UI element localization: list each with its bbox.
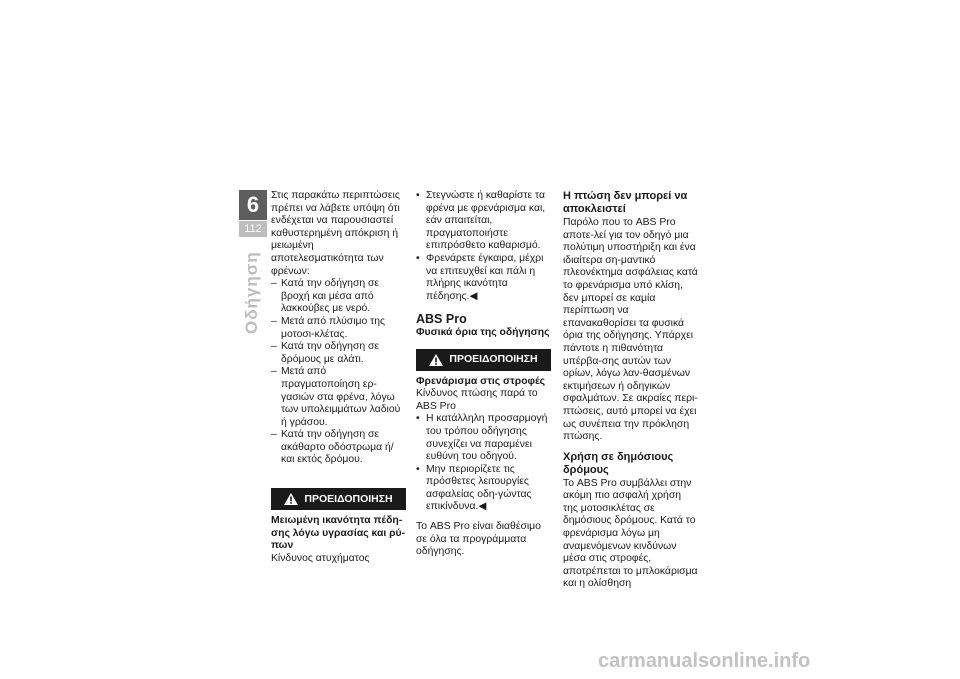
- dash-item: – Μετά από πλύσιμο της μοτοσι-κλέτας.: [271, 316, 406, 341]
- page-number: 112: [239, 221, 267, 237]
- warning-triangle-icon: [429, 354, 443, 366]
- side-chapter-title: Οδήγηση: [242, 251, 261, 334]
- subsection-title: Φυσικά όρια της οδήγησης: [416, 326, 550, 338]
- bullet-item: • Μην περιορίζετε τις πρόσθετες λειτουργίες ασφαλείας οδη-γώντας επικίνδυνα.◀: [416, 464, 551, 514]
- column-2: [416, 190, 551, 559]
- warning-text: Κίνδυνος πτώσης παρά το ABS Pro: [416, 388, 538, 412]
- dash-item: – Κατά την οδήγηση σε ακάθαρτο οδόστρωμα ή/και εκτός δρόμου.: [271, 429, 406, 467]
- bullet-item: • Η κατάλληλη προσαρμογή του τρόπου οδήγησης συνεχίζει να παραμένει ευθύνη του οδηγού.: [416, 413, 551, 463]
- watermark: carmanualsonline.info: [598, 650, 811, 672]
- warning-title: Μειωμένη ικανότητα πέδη-σης λόγω υγρασίας και ρύ-πων: [271, 515, 406, 552]
- intro-paragraph: Στις παρακάτω περιπτώσεις πρέπει να λάβετε υπόψη ότι ενδέχεται να παρουσιαστεί καθυστερημένη απόκριση ή μειωμένη αποτελεσματικότητα των φρένων:: [271, 190, 400, 277]
- dash-item: – Κατά την οδήγηση σε βροχή και μέσα από λακκούβες με νερό.: [271, 278, 406, 316]
- column-1: [271, 190, 406, 565]
- warning-title: Φρενάρισμα στις στροφές: [416, 375, 546, 387]
- chapter-number: 6: [239, 190, 267, 220]
- warning-label: ΠΡΟΕΙΔΟΠΟΙΗΣΗ: [304, 492, 393, 505]
- dash-item: – Μετά από πραγματοποίηση ερ-γασιών στα φρένα, λόγω των υπολειμμάτων λαδιού ή γράσου.: [271, 366, 406, 429]
- section-title: ABS Pro: [416, 312, 467, 327]
- paragraph-public-roads: Το ABS Pro συμβάλλει στην ακόμη πιο ασφαλή χρήση της μοτοσικλέτας σε δημόσιους δρόμους. Κατά το φρενάρισμα λόγω μη αναμενόμενων κινδύνων μέσα στις στροφές, αποτρέπεται το μπλοκάρισμα και η ολίσθηση: [563, 477, 698, 590]
- warning-label: ΠΡΟΕΙΔΟΠΟΙΗΣΗ: [449, 353, 538, 366]
- dash-item: – Κατά την οδήγηση σε δρόμους με αλάτι.: [271, 341, 406, 366]
- heading-fall: Η πτώση δεν μπορεί να αποκλειστεί: [563, 190, 688, 215]
- column-3: [563, 190, 698, 591]
- heading-public-roads: Χρήση σε δημόσιους δρόμους: [563, 450, 674, 476]
- bullet-item: • Φρενάρετε έγκαιρα, μέχρι να επιτευχθεί και πάλι η πλήρης ικανότητα πέδησης.◀: [416, 253, 551, 303]
- bullet-item: • Στεγνώστε ή καθαρίστε τα φρένα με φρενάρισμα και, εάν απαιτείται, πραγματοποιήστε επιπρόσθετο καθαρισμό.: [416, 190, 551, 253]
- warning-triangle-icon: [284, 493, 298, 505]
- paragraph-fall: Παρόλο που το ABS Pro αποτε-λεί για τον οδηγό μια πολύτιμη υποστήριξη και ένα ιδιαίτερα ση-μαντικό πλεονέκτημα ασφάλειας κατά το φρενάρισμα υπό κλίση, δεν μπορεί σε καμία περίπτωση να επανακαθορίσει τα φυσικά όρια της οδήγησης. Υπάρχει πάντοτε η πιθανότητα υπέρβα-σης αυτών των ορίων, λόγω λαν-θασμένων εκτιμήσεων ή οδηγικών σφαλμάτων. Σε ακραίες περι-πτώσεις, αυτό μπορεί να έχει ως συνέπεια την πρόκληση πτώσης.: [563, 217, 698, 443]
- warning-text: Κίνδυνος ατυχήματος: [271, 552, 370, 564]
- warning-banner: [271, 488, 406, 510]
- closing-paragraph: Το ABS Pro είναι διαθέσιμο σε όλα τα προγράμματα οδήγησης.: [416, 521, 541, 558]
- warning-banner: [416, 349, 551, 371]
